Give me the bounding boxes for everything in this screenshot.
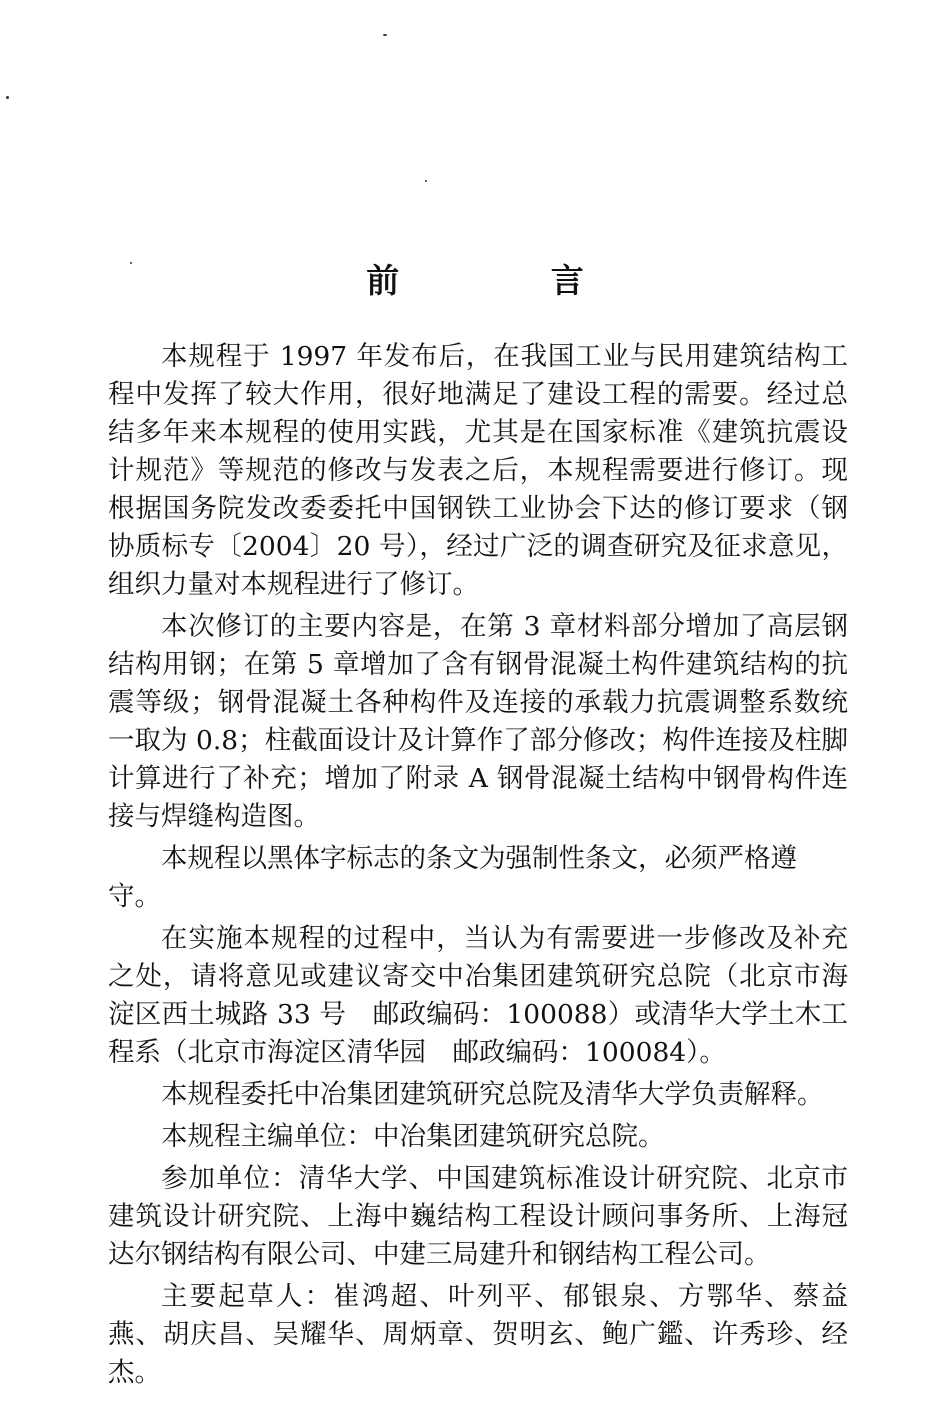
scan-speck — [6, 96, 9, 99]
paragraph: 参加单位：清华大学、中国建筑标准设计研究院、北京市建筑设计研究院、上海中巍结构工程设计顾问事务所、上海冠达尔钢结构有限公司、中建三局建升和钢结构工程公司。 — [108, 1163, 848, 1270]
page-title: 前 言 — [366, 261, 654, 300]
paragraph: 本规程于 1997 年发布后，在我国工业与民用建筑结构工程中发挥了较大作用，很好地满足了建设工程的需要。经过总结多年来本规程的使用实践，尤其是在国家标准《建筑抗震设计规范》等规范的修改与发表之后，本规程需要进行修订。现根据国务院发改委委托中国钢铁工业协会下达的修订要求（钢协质标专〔2004〕20 号），经过广泛的调查研究及征求意见，组织力量对本规程进行了修订。 — [108, 341, 848, 600]
paragraph: 本规程委托中冶集团建筑研究总院及清华大学负责解释。 — [161, 1079, 824, 1110]
body-text — [108, 338, 848, 1396]
paragraph: 主要起草人：崔鸿超、叶列平、郁银泉、方鄂华、蔡益燕、胡庆昌、吴耀华、周炳章、贺明玄、鲍广鑑、许秀珍、经杰。 — [108, 1281, 848, 1388]
paragraph: 本规程以黑体字标志的条文为强制性条文，必须严格遵守。 — [108, 843, 797, 912]
paragraph: 本次修订的主要内容是，在第 3 章材料部分增加了高层钢结构用钢；在第 5 章增加了含有钢骨混凝土构件建筑结构的抗震等级；钢骨混凝土各种构件及连接的承载力抗震调整系数统一取为 0.8；柱截面设计及计算作了部分修改；构件连接及柱脚计算进行了补充；增加了附录 A 钢骨混凝土结构中钢骨构件连接与焊缝构造图。 — [108, 611, 848, 832]
scan-speck — [383, 34, 387, 36]
paragraph: 在实施本规程的过程中，当认为有需要进一步修改及补充之处，请将意见或建议寄交中冶集团建筑研究总院（北京市海淀区西土城路 33 号 邮政编码：100088）或清华大学土木工程系（北京市海淀区清华园 邮政编码：100084）。 — [108, 923, 848, 1068]
paragraph: 本规程主编单位：中冶集团建筑研究总院。 — [161, 1121, 665, 1152]
scan-speck — [425, 180, 427, 182]
